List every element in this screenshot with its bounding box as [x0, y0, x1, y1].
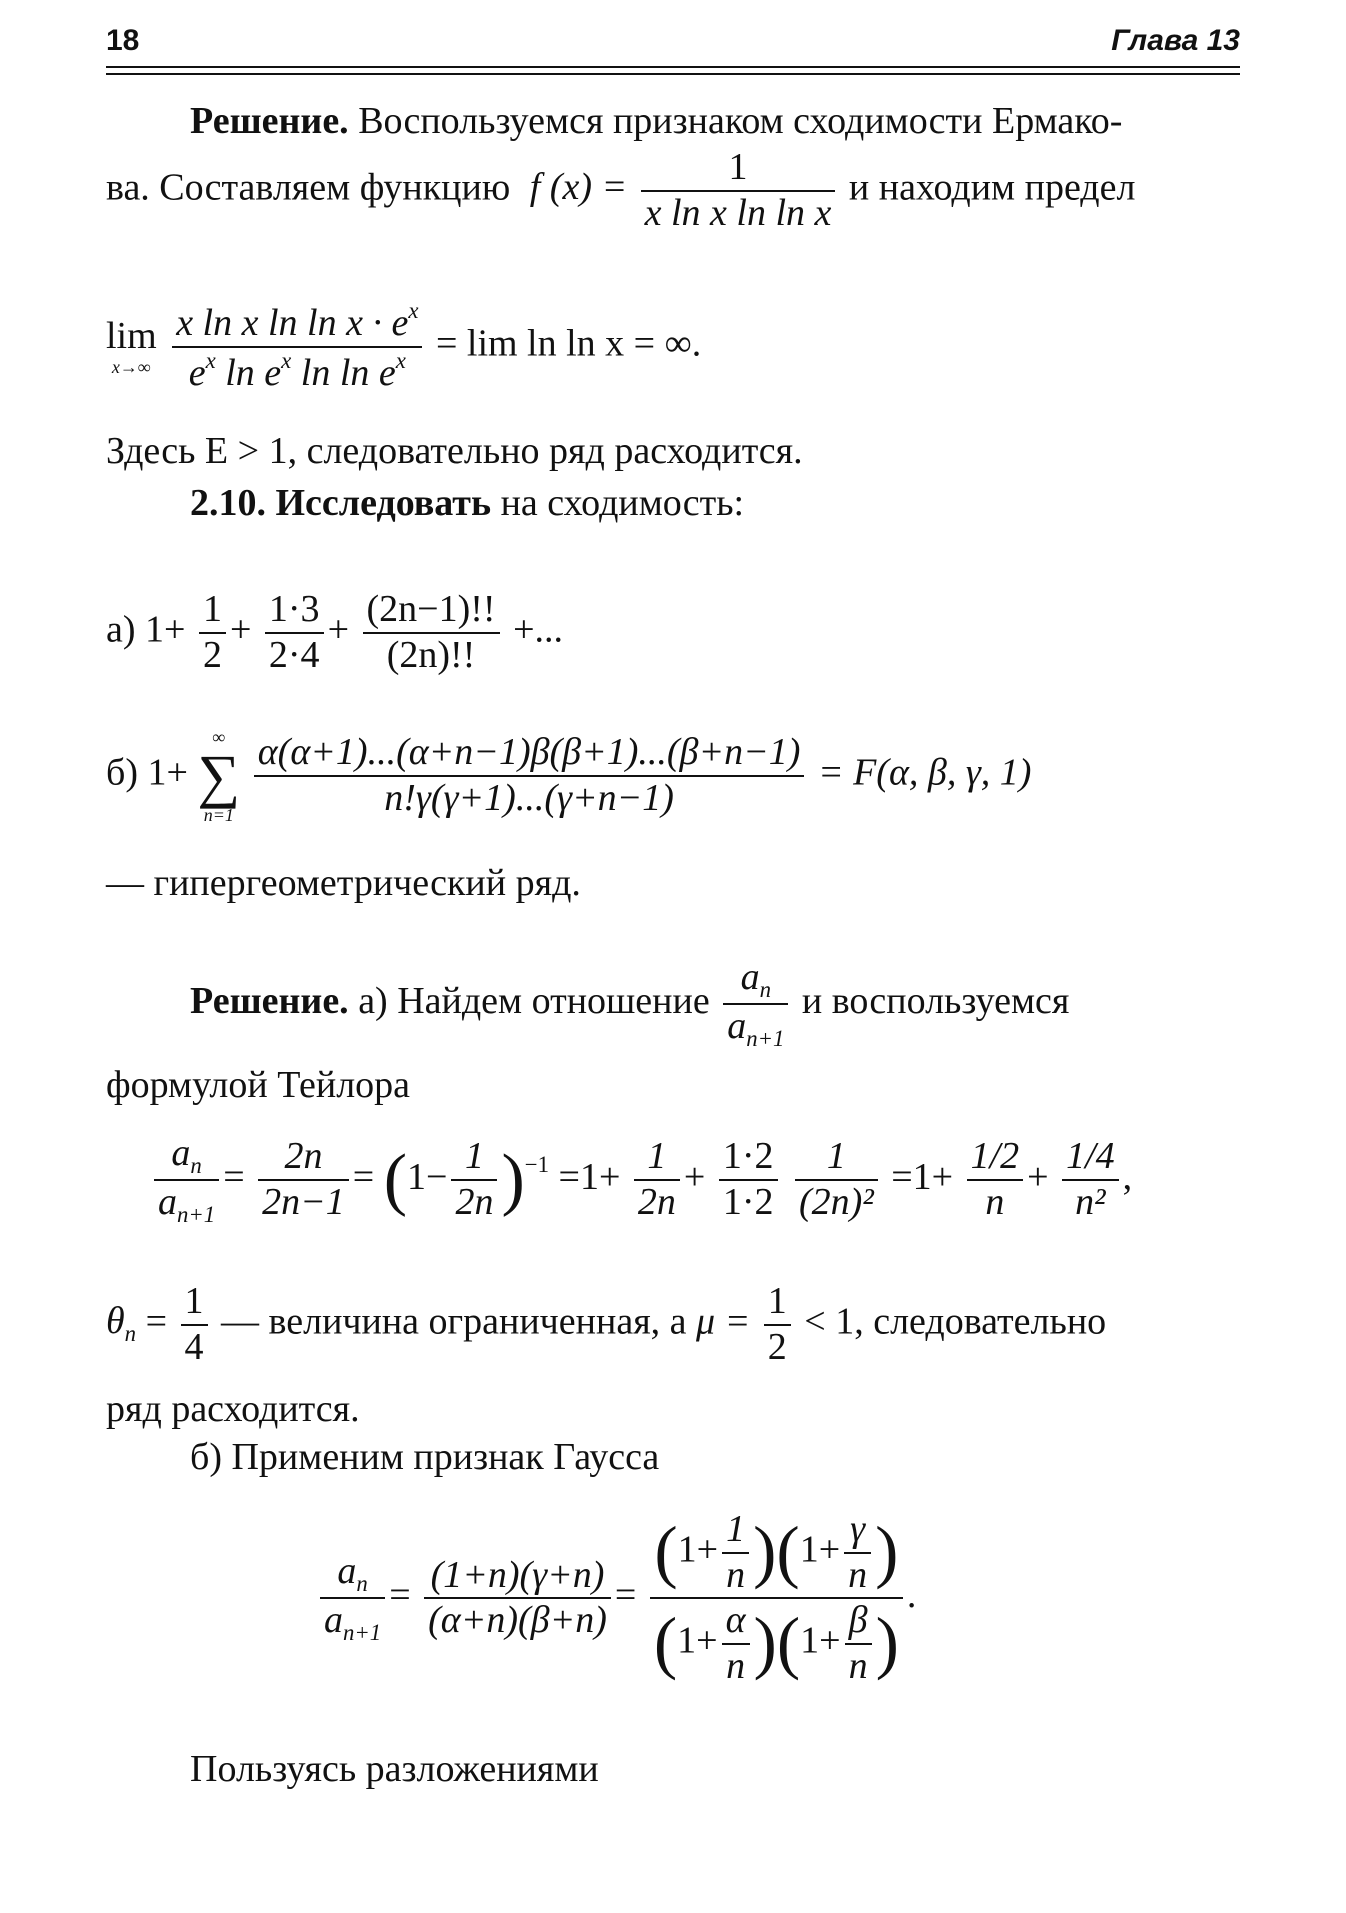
- solution-text-1: Воспользуемся признаком сходимости Ермако-: [358, 100, 1123, 142]
- item-b-label: б): [106, 751, 138, 794]
- limit-operator: [106, 316, 157, 378]
- gauss-lhs: $\frac{a_n}{a_{n+1}}$: [320, 1550, 385, 1646]
- header-rule-top: [106, 66, 1240, 68]
- header-rule-bottom: [106, 73, 1240, 75]
- mu-fraction: $\frac{1}{2}$: [764, 1280, 791, 1369]
- diverges-line: ряд расходится.: [106, 1388, 360, 1430]
- item-a-frac-2: $\frac{1\cdot 3}{2\cdot 4}$: [265, 588, 324, 677]
- limit-fraction: [172, 298, 422, 396]
- limit-denominator: $e^x$ $\ln e^x$ $\ln \ln e^x$: [188, 347, 406, 394]
- limit-formula: [106, 298, 701, 396]
- sum-operator: ∞ ∑ n=1: [197, 727, 241, 825]
- mu-symbol: μ =: [696, 1300, 751, 1343]
- task-number: 2.10.: [190, 482, 266, 524]
- page-number: 18: [106, 24, 140, 57]
- taylor-frac-2n: $\frac{2n}{2n-1}$: [258, 1135, 349, 1224]
- function-lhs: f (x) =: [529, 166, 628, 209]
- task-bold: Исследовать: [275, 482, 492, 524]
- taylor-term-5: $\frac{1/4}{\text{n²}}$: [1062, 1135, 1119, 1224]
- solution-line-1: [190, 98, 1122, 144]
- task-heading: [190, 480, 744, 526]
- gauss-line: б) Применим признак Гаусса: [190, 1436, 660, 1478]
- taylor-formula: $\frac{a_n}{a_{n+1}}$ = $\frac{2n}{2n-1}$ = (1− $\frac{1}{2n}$ )$^{-1}$ =1+ $\frac{1}{2n}$ + $\frac{1\cdot 2}{1\cdot 2}$ $\frac{1}{\text{(2n)²}}$ =1+ $\frac{1/2}{n}$ + $\frac{1/4}{\text{n²}}$ ,: [150, 1132, 1132, 1228]
- function-denominator: x ln x ln ln x: [644, 191, 832, 234]
- theta-text: — величина ограниченная, а: [221, 1300, 687, 1343]
- gauss-formula: $\frac{a_n}{a_{n+1}}$ = $\frac{(1+n)(\gamma+n)}{(\alpha+n)(\beta+n)}$ = (1+ $\frac{1}{n}$ )(1+ $\frac{\gamma}{n}$ ) (1+ $\frac{\alpha}{n}$ )(1+ $\frac{\beta}{n}$ ) .: [316, 1508, 916, 1689]
- solution2-text-b: и воспользуемся: [801, 979, 1070, 1022]
- lim-word: lim: [106, 314, 157, 357]
- hypergeometric-line: — гипергеометрический ряд.: [106, 862, 581, 904]
- function-fraction: [641, 146, 836, 235]
- taylor-exponent: −1: [524, 1151, 550, 1177]
- conclusion-line: Здесь E > 1, следовательно ряд расходится.: [106, 430, 803, 472]
- item-a-formula: а) 1+ $\frac{1}{2}$ + $\frac{1\cdot 3}{2\cdot 4}$ + $\frac{(2n-1)!!}{(2n)!!}$ +...: [106, 588, 563, 676]
- theta-line: $\theta_n$ = $\frac{1}{4}$ — величина ограниченная, а μ = $\frac{1}{2}$ < 1, следовательно: [106, 1280, 1107, 1368]
- item-a-start: 1+: [145, 608, 186, 651]
- limit-rhs: = lim ln ln x = ∞.: [435, 322, 702, 365]
- item-b-rhs: = F(α, β, γ, 1): [817, 751, 1032, 794]
- gauss-rhs: (1+ $\frac{1}{n}$ )(1+ $\frac{\gamma}{n}$ ) (1+ $\frac{\alpha}{n}$ )(1+ $\frac{\beta}{n}$ ): [650, 1508, 903, 1689]
- last-line: Пользуясь разложениями: [190, 1748, 599, 1790]
- item-b-start: 1+: [147, 751, 188, 794]
- theta-symbol: $\theta_n$: [106, 1300, 137, 1347]
- item-b-denominator: n!γ(γ+1)...(γ+n−1): [384, 777, 674, 819]
- function-numerator: 1: [641, 146, 836, 192]
- item-b-fraction: [254, 731, 805, 820]
- task-rest: на сходимость:: [500, 482, 745, 524]
- limit-numerator: x ln x $\ln \ln x \cdot e^x$: [172, 298, 422, 348]
- solution-text-2a: ва. Составляем функцию: [106, 166, 511, 209]
- item-b-formula: [106, 728, 1031, 824]
- item-a-frac-3: $\frac{(2n-1)!!}{(2n)!!}$: [363, 588, 500, 677]
- taylor-term-3: $\frac{1}{\text{(2n)²}}$: [795, 1135, 878, 1224]
- chapter-title: Глава 13: [1111, 24, 1240, 57]
- solution-line-2: [106, 146, 1135, 235]
- gauss-mid: $\frac{(1+n)(\gamma+n)}{(\alpha+n)(\beta+n)}$: [424, 1554, 611, 1643]
- taylor-paren-frac: $\frac{1}{2n}$: [451, 1135, 497, 1224]
- taylor-term-2: $\frac{1\cdot 2}{1\cdot 2}$: [719, 1135, 778, 1224]
- solution-label: Решение.: [190, 100, 349, 142]
- mu-tail: < 1,: [804, 1300, 864, 1343]
- theta-fraction: $\frac{1}{4}$: [181, 1280, 208, 1369]
- item-a-label: а): [106, 608, 136, 651]
- taylor-lhs: $\frac{a_n}{a_{n+1}}$: [154, 1132, 219, 1228]
- lim-under: x→∞: [111, 356, 151, 377]
- ratio-fraction: $\frac{a_n}{a_{n+1}}$: [723, 956, 788, 1052]
- solution2-text-a: а) Найдем отношение: [358, 979, 710, 1022]
- item-a-tail: +...: [513, 608, 563, 651]
- taylor-label: формулой Тейлора: [106, 1064, 411, 1106]
- item-b-numerator: α(α+1)...(α+n−1)β(β+1)...(β+n−1): [254, 731, 805, 777]
- theta-text-2: следовательно: [873, 1300, 1107, 1343]
- solution-text-2b: и находим предел: [848, 166, 1136, 209]
- taylor-term-1: $\frac{1}{2n}$: [634, 1135, 680, 1224]
- taylor-term-4: $\frac{1/2}{n}$: [967, 1135, 1024, 1224]
- solution2-label: Решение.: [190, 979, 349, 1022]
- item-a-frac-1: $\frac{1}{2}$: [199, 588, 226, 677]
- solution2-line: [190, 956, 1069, 1052]
